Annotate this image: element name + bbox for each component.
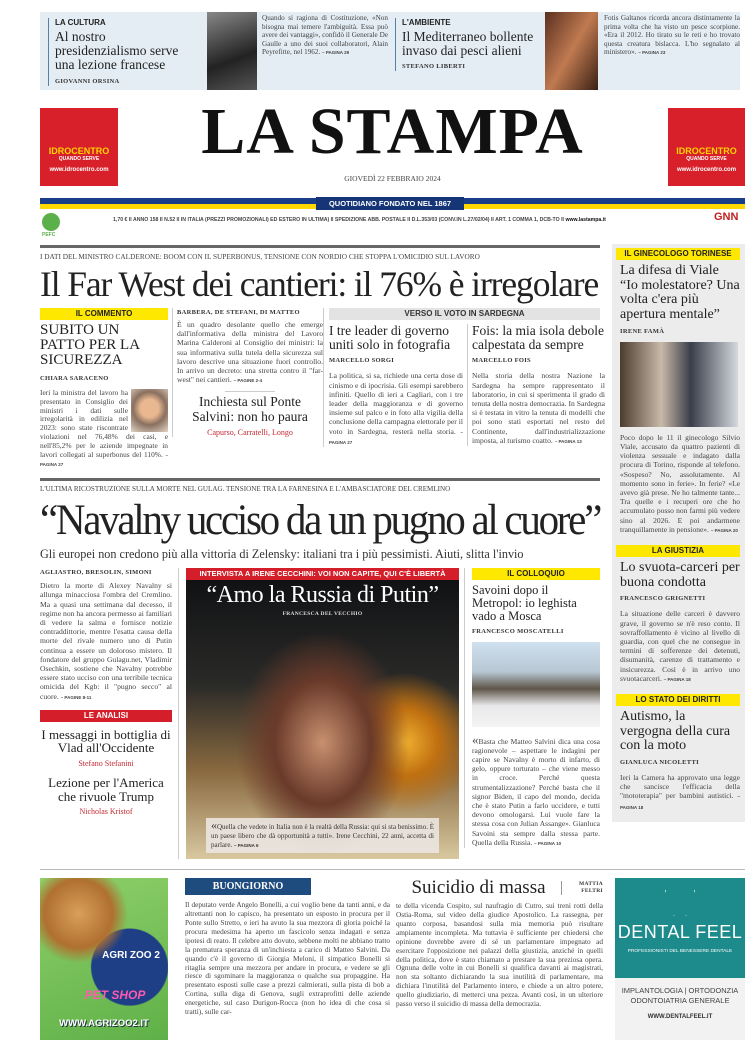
buongiorno-title[interactable]: Suicidio di massa (411, 877, 546, 899)
sardegna-a-title[interactable]: I tre leader di governo uniti solo in fotografia (329, 323, 451, 353)
buongiorno-author: MATTIA FELTRI (561, 881, 603, 895)
ponte-title[interactable]: Inchiesta sul Ponte Salvini: non ho paura (192, 394, 308, 424)
interview-column (178, 568, 464, 859)
section-label: L'AMBIENTE (402, 18, 451, 27)
promo-environment[interactable] (395, 18, 543, 71)
promo-environment-text: Fotis Galtanos ricorda ancora distintamente la prima volta che ha visto un pesce scorpione. «Era il 2012. Ho tirato su le reti e ho trovato questa creatura bislacca. L'ho segnalato al ministero». – PAGINA 23 (604, 14, 740, 57)
ad-url: WWW.AGRIZOO2.IT (59, 1018, 149, 1030)
ad-url: WWW.DENTALFEEL.IT (647, 1014, 713, 1021)
analisi-label: LE ANALISI (40, 710, 172, 722)
saraceno-photo (131, 389, 168, 432)
main-column (40, 244, 605, 859)
rule (40, 869, 745, 870)
ad-url: www.idrocentro.com (676, 167, 737, 173)
divider (225, 391, 275, 392)
colloquio-column (464, 568, 600, 848)
diritti-body: Ieri la Camera ha approvato una legge che sancisce l'efficacia della "mototerapia" per bambini autistici. – PAGINA 18 (620, 773, 741, 810)
fish-photo (545, 12, 598, 90)
sardegna-b-body: Nella storia della nostra Nazione la Sardegna ha sempre rappresentato il laboratorio, in cui si sperimenta il grado di tenuta della nostra democrazia. In Sardegna si è testata in vitro la tenuta di modelli che poi sono stati esportati nel resto del Continente, dall'industrializzazione imposta, al turismo coatto. – PAGINA 13 (472, 371, 605, 445)
founded-label: QUOTIDIANO FONDATO NEL 1867 (316, 197, 464, 210)
sidebar (612, 244, 745, 822)
ad-tagline: QUANDO SERVE (686, 156, 727, 162)
navalny-deck: Gli europei non credono più alla vittoria di Zelensky: italiani tra i più pessimisti. Aiuti, slitta l'invio (40, 547, 524, 562)
ad-dentalfeel[interactable] (615, 878, 745, 1040)
comment-column (40, 308, 168, 470)
viale-body: Poco dopo le 11 il ginecologo Silvio Viale, accusato da quattro pazienti di violenza sessuale e indagato dalla procura di Torino, risponde al telefono. «Sospeso? No, assolutamente. Al momento sono in ferie». In ferie? «Le avevo già prese. Ne ho talmente tante... Tra quelle e i recuperi ore che ho accumulato posso non farmi più vedere sino al 2026. E poi andarmene tranquillamente in pensione». – PAGINA 20 (620, 432, 740, 534)
ad-idrocentro-right[interactable] (668, 108, 745, 186)
ad-services: IMPLANTOLOGIA | ORTODONZIA (621, 986, 739, 996)
ad-agrizoo[interactable] (40, 878, 168, 1040)
viale-photo (620, 342, 738, 427)
analisi-a-author: Stefano Stefanini (78, 759, 134, 769)
gnn-logo: GNN (714, 211, 739, 223)
buongiorno-column-2 (396, 878, 603, 1009)
issue-info: 1,70 € II ANNO 158 II N.52 II IN ITALIA (PREZZI PROMOZIONALI) ED ESTERO IN ULTIMA) II SPEDIZIONE ABB. POSTALE II D.L.353/03 (CONV.IN L.27/02/04) II ART. 1 COMMA 1, DCB-TO II www.lastampa.it (113, 217, 606, 223)
colloquio-label: IL COLLOQUIO (472, 568, 600, 580)
ad-brand: AGRI ZOO 2 (102, 950, 160, 962)
sardegna-column (323, 308, 605, 447)
diritti-label: LO STATO DEI DIRITTI (616, 694, 740, 706)
pefc-logo (42, 213, 60, 231)
promo-author: STEFANO LIBERTI (402, 63, 466, 71)
promo-author: GIOVANNI ORSINA (55, 77, 120, 85)
navalny-headline[interactable]: “Navalny ucciso da un pugno al cuore” (40, 497, 601, 545)
ad-idrocentro-left[interactable] (40, 108, 118, 186)
interview-author: FRANCESCA DEL VECCHIO (282, 611, 363, 618)
newspaper-logo[interactable]: LA STAMPA (201, 95, 584, 168)
sardegna-b-title[interactable]: Fois: la mia isola debole calpestata da sempre (472, 323, 604, 353)
colloquio-author: FRANCESCO MOSCATELLI (472, 627, 564, 635)
content (40, 244, 745, 1040)
comment-author: CHIARA SARACENO (40, 375, 109, 382)
giustizia-body: La situazione delle carceri è davvero grave, il governo se n'è reso conto. Il sovraffollamento è vicino al livello di guardia, con quel che ne consegue in termini di sofferenze dei detenuti, disumanità, carenze di trattamento e insicurezza. Così è in arrivo uno svuotacarceri. – PAGINA 18 (620, 609, 740, 683)
viale-label: IL GINECOLOGO TORINESE (616, 248, 740, 260)
navalny-row (40, 568, 600, 859)
buongiorno-column-1 (185, 878, 390, 1017)
comment-body: Ieri la ministra del lavoro ha presentato in Consiglio dei ministri i dati sulle irregolarità in edilizia nel 2023: sono state riscontrate violazioni nel 76,48% dei casi, e nell'85,2% per le aziende impegnate in lavori collegati al superbonus del 110%. – PAGINA 27 (40, 388, 168, 468)
analisi-b-author: Nicholas Kristof (79, 807, 133, 817)
interview-quote: «Quella che vedete in Italia non è la realtà della Russia: qui si sta benissimo. È un paese libero che dà opportunità a tutti». Irene Cecchini, 22 anni, accetta di parlare. – PAGINA 6 (206, 818, 439, 853)
colloquio-body: «Basta che Matteo Salvini dica una cosa ragionevole – aspettare le indagini per capire se Navalny è morto di infarto, di gelo, oppure torturato – che viene messo in croce. Perché questa strumentalizzazione? Perché basta che il signor Biden, il capo del mondo, decida che è stato Putin a farlo uccidere, e tutti devono omologarsi. Lui vuole fare la stessa cosa con Julian Assange». Gianluca Savoini sta sempre dalla stessa parte. Quella della Russia. – PAGINA 10 (472, 731, 600, 847)
navalny-column (40, 568, 172, 816)
ad-services: ODONTOIATRIA GENERALE (630, 996, 730, 1006)
sardegna-label: VERSO IL VOTO IN SARDEGNA (329, 308, 600, 320)
lead-authors: BARBERA, DE STEFANI, DI MATTEO (177, 309, 300, 316)
navalny-kicker: L'ULTIMA RICOSTRUZIONE SULLA MORTE NEL GULAG. TENSIONE TRA LA FARNESINA E L'AMBASCIATORE DEL CREMLINO (40, 485, 451, 494)
lead-body: È un quadro desolante quello che emerge dall'informativa della ministra del Lavoro Marina Calderoni al Consiglio dei ministri: la sua informativa sulla tutela della sicurezza sul lavoro descrive una situazione fuori controllo. In arrivo un decreto: una stretta contro il "far-west" nei cantieri. – PAGINE 2-4 (177, 320, 323, 385)
colloquio-title[interactable]: Savoini dopo il Metropol: io leghista vado a Mosca (472, 583, 577, 624)
navalny-body: Dietro la morte di Alexey Navalny si allunga minacciosa l'ombra del Cremlino. Ma a quasi una settimana dal decesso, il regime non ha ancora permesso ai familiari di vedere la salma e fornisce notizie contraddittorie, mentre l'esatta causa della morte del rivale numero uno di Putin continua a essere un doloroso mistero. Il fondatore del gruppo Gulagu.net, Vladimir Osechkin, sostiene che Navalny potrebbe essere stato ucciso con una terribile tecnica omicida del Kgb: il "pugno secco" al cuore. – PAGINE 8-11 (40, 581, 172, 701)
ad-brand: IDROCENTRO (676, 146, 737, 156)
buongiorno-body-1: Il deputato verde Angelo Bonelli, a cui voglio bene da tanti anni, e da altrettanti non lo capisco, ha presentato un esposto in procura per il Ponte sullo Stretto, e ieri ha avuto la sua mezzora di gloria poiché la procura medesima ha aperto un fascicolo senza indagati e senza ipotesi di reato. Il celebre atto dovuto, sebbene molti ne abbiano tratto la prematura speranza di un'inchiesta a carico di Matteo Salvini. Da quando c'è il governo di Giorgia Meloni, il simpatico Bonelli si ritaglia sempre una mezzora per andare in procura, e vedere se gli riesce di sgominare la maggioranza o qualche sua propaggine. Ha presentato esposti sulle case a prezzi calmierati, sulla pista di bob a Cortina, sulla diga di Genova, sugli extraprofitti delle aziende energetiche, sul caso Durigon-Rocca (non ho idea di che cosa si tratti), sulle car- (185, 900, 390, 1017)
lead-headline[interactable]: Il Far West dei cantieri: il 76% è irregolare (40, 264, 599, 304)
comment-title[interactable]: SUBITO UN PATTO PER LA SICUREZZA (40, 322, 140, 368)
sardegna-b-author: MARCELLO FOIS (472, 357, 531, 365)
viale-author: IRENE FAMÀ (620, 327, 665, 335)
analisi-a-title[interactable]: I messaggi in bottiglia di Vlad all'Occidente (41, 726, 171, 756)
sardegna-a-body: La politica, si sa, richiede una certa dose di cinismo e di ipocrisia. Gli esempi sarebbero infiniti. Quello di ieri a Cagliari, con i tre leader della maggioranza e di governo insieme sul palco e in foto alla vigilia della conclusione della campagna elettorale per il voto in Sardegna, resterà nella storia. – PAGINA 27 (329, 371, 464, 445)
site-link[interactable]: www.lastampa.it (565, 217, 606, 223)
comment-label: IL COMMENTO (40, 308, 168, 320)
ponte-authors: Capurso, Carratelli, Longo (207, 427, 293, 437)
sardegna-a-author: MARCELLO SORGI (329, 357, 395, 365)
rule (40, 478, 600, 481)
lead-row (40, 308, 605, 470)
promo-culture[interactable] (48, 18, 200, 86)
navalny-authors: AGLIASTRO, BRESOLIN, SIMONI (40, 569, 152, 577)
rule (40, 245, 600, 248)
section-label: LA CULTURA (55, 18, 106, 27)
cecchini-photo (186, 568, 459, 859)
ad-subtitle: PET SHOP (84, 988, 146, 1003)
promo-title: Il Mediterraneo bollente invaso dai pesci alieni (402, 29, 534, 59)
lead-kicker: I DATI DEL MINISTRO CALDERONE: BOOM CON IL SUPERBONUS, TENSIONE CON NORDIO CHE STOPPA L'OMICIDIO SUL LAVORO (40, 252, 480, 261)
de-gaulle-photo (207, 12, 257, 90)
sardegna-b (467, 324, 605, 446)
lead-main-column (172, 308, 323, 437)
giustizia-author: FRANCESCO GRIGNETTI (620, 595, 706, 603)
buongiorno-label: BUONGIORNO (185, 878, 311, 895)
savoini-salvini-photo (472, 642, 600, 727)
promo-culture-text: Quando si ragiona di Costituzione, «Non bisogna mai temere l'ambiguità. Essa può avere dei vantaggi», confidò il Generale De Gaulle a uno dei suoi collaboratori, Alain Peyrefitte, nel 1962. – PAGINA 29 (262, 14, 388, 57)
ad-subtitle: PROFESSIONISTI DEL BENESSERE DENTALE (627, 949, 733, 955)
ad-brand: DENTAL FEEL (617, 922, 743, 943)
viale-title[interactable]: La difesa di Viale “Io molestatore? Una volta c'era più apertura mentale” (620, 263, 740, 323)
promo-title: Al nostro presidenzialismo serve una lezione francese (55, 29, 179, 73)
pefc-label: PEFC (42, 232, 56, 238)
interview-title[interactable]: “Amo la Russia di Putin” (206, 582, 439, 609)
diritti-title[interactable]: Autismo, la vergogna della cura con la moto (620, 708, 731, 754)
ad-brand: IDROCENTRO (48, 146, 110, 156)
giustizia-title[interactable]: Lo svuota-carceri per buona condotta (620, 559, 740, 590)
ad-url: www.idrocentro.com (49, 167, 109, 173)
analisi-b-title[interactable]: Lezione per l'America che rivuole Trump (48, 775, 164, 804)
buongiorno-body-2: te della vicenda Cospito, sul naufragio di Cutro, sui treni rotti della Ostia-Roma, sul video della giudice Apostolico. La rassegna, per quanto corposa, basandosi sulla mia memoria può risultare ampiamente incompleta. Ma tuttavia è sufficiente per chiedersi che opinione dovrebbe avere di sé un parlamentare impegnato ad esercitare l'opposizione nei palazzi della giustizia, anziché in quelli della politica, dove è stato chiamato a prestare la sua preziosa opera. Ognuna delle volte in cui Bonelli si qualifica davanti ai magistrati, non sta soltanto dichiarando la sua inutilità di parlamentare, ma dichiara l'inutilità del Parlamento intero, e chiede a un altro potere, quello giudiziario, di metterci una pezza. Avanti così, in un ulteriore passo verso il suicidio di massa della democrazia. (396, 901, 603, 1009)
interview-label: INTERVISTA A IRENE CECCHINI: VOI NON CAPITE, QUI C'È LIBERTÀ (186, 568, 459, 580)
giustizia-label: LA GIUSTIZIA (616, 545, 740, 557)
diritti-author: GIANLUCA NICOLETTI (620, 759, 699, 767)
bottom-row (40, 878, 745, 1040)
ad-tagline: QUANDO SERVE (58, 156, 100, 162)
sardegna-a (329, 324, 463, 447)
issue-date: GIOVEDÌ 22 FEBBRAIO 2024 (344, 174, 441, 183)
tooth-icon (665, 890, 695, 916)
